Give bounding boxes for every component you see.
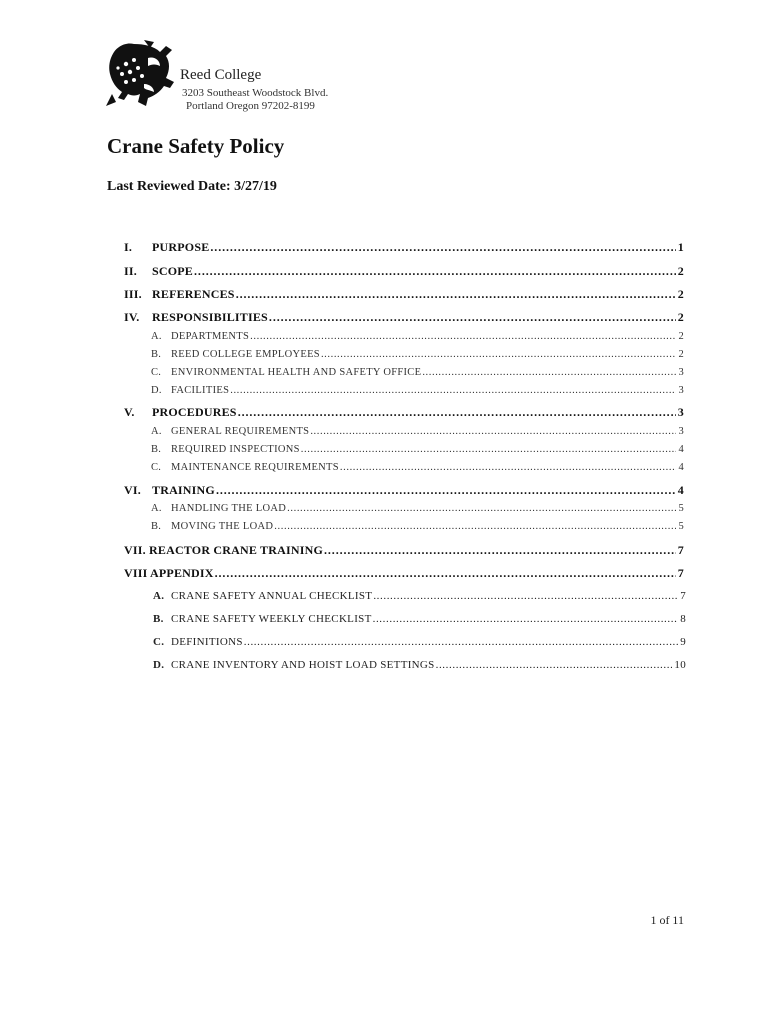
toc-entry-appendix[interactable] bbox=[124, 566, 684, 581]
toc-leader bbox=[321, 349, 677, 360]
toc-leader bbox=[373, 613, 679, 625]
toc-page: 3 bbox=[678, 367, 684, 378]
toc-label: REED COLLEGE EMPLOYEES bbox=[171, 349, 320, 360]
toc-page: 4 bbox=[678, 444, 684, 455]
toc-leader bbox=[236, 287, 676, 302]
toc-entry-departments[interactable] bbox=[151, 331, 684, 342]
toc-page: 4 bbox=[677, 483, 684, 497]
toc-label: REFERENCES bbox=[152, 287, 235, 301]
toc-number: C. bbox=[151, 462, 162, 473]
toc-label: MAINTENANCE REQUIREMENTS bbox=[171, 462, 339, 473]
griffin-logo-icon bbox=[104, 40, 176, 110]
toc-label: FACILITIES bbox=[171, 385, 230, 396]
toc-number: A. bbox=[151, 503, 162, 514]
toc-entry-general-requirements[interactable] bbox=[151, 426, 684, 437]
toc-entry-ehs-office[interactable] bbox=[151, 367, 684, 378]
toc-page: 5 bbox=[678, 503, 684, 514]
letterhead bbox=[104, 40, 504, 120]
toc-leader bbox=[194, 264, 676, 279]
toc-leader bbox=[216, 483, 676, 498]
toc-page: 7 bbox=[680, 590, 686, 602]
toc-label: REQUIRED INSPECTIONS bbox=[171, 444, 300, 455]
toc-leader bbox=[244, 636, 678, 648]
toc-entry-purpose[interactable] bbox=[124, 240, 684, 255]
toc-page: 5 bbox=[678, 521, 684, 532]
toc-leader bbox=[301, 444, 677, 455]
toc-page: 10 bbox=[674, 659, 686, 671]
toc-label: TRAINING bbox=[152, 483, 215, 497]
toc-label: RESPONSIBILITIES bbox=[152, 310, 268, 324]
toc-entry-annual-checklist[interactable] bbox=[153, 590, 686, 602]
toc-entry-facilities[interactable] bbox=[151, 385, 684, 396]
toc-number: VI. bbox=[124, 483, 141, 497]
toc-leader bbox=[215, 566, 676, 581]
toc-entry-moving-the-load[interactable] bbox=[151, 521, 684, 532]
toc-label: ENVIRONMENTAL HEALTH AND SAFETY OFFICE bbox=[171, 367, 422, 378]
address-line-2: Portland Oregon 97202-8199 bbox=[186, 100, 315, 112]
toc-number: B. bbox=[151, 444, 162, 455]
toc-entry-handling-the-load[interactable] bbox=[151, 503, 684, 514]
toc-label: CRANE INVENTORY AND HOIST LOAD SETTINGS bbox=[171, 659, 435, 671]
toc-page: 7 bbox=[677, 566, 684, 580]
toc-entry-procedures[interactable] bbox=[124, 405, 684, 420]
toc-label: VII. REACTOR CRANE TRAINING bbox=[124, 543, 323, 557]
last-reviewed-date: Last Reviewed Date: 3/27/19 bbox=[107, 179, 277, 194]
toc-label: PURPOSE bbox=[152, 240, 210, 254]
toc-entry-required-inspections[interactable] bbox=[151, 444, 684, 455]
toc-leader bbox=[287, 503, 676, 514]
toc-number: III. bbox=[124, 287, 142, 301]
toc-label: DEPARTMENTS bbox=[171, 331, 250, 342]
toc-number: A. bbox=[151, 331, 162, 342]
toc-leader bbox=[422, 367, 676, 378]
toc-page: 4 bbox=[678, 462, 684, 473]
toc-entry-employees[interactable] bbox=[151, 349, 684, 360]
toc-leader bbox=[310, 426, 676, 437]
toc-label: DEFINITIONS bbox=[171, 636, 243, 648]
toc-number: IV. bbox=[124, 310, 140, 324]
toc-number: C. bbox=[151, 367, 162, 378]
toc-page: 2 bbox=[678, 331, 684, 342]
document-title: Crane Safety Policy bbox=[107, 134, 285, 158]
toc-leader bbox=[274, 521, 676, 532]
toc-label: GENERAL REQUIREMENTS bbox=[171, 426, 310, 437]
toc-number: B. bbox=[151, 521, 162, 532]
toc-entry-responsibilities[interactable] bbox=[124, 310, 684, 325]
toc-page: 2 bbox=[678, 349, 684, 360]
toc-number: I. bbox=[124, 240, 133, 254]
toc-label: SCOPE bbox=[152, 264, 194, 278]
toc-page: 3 bbox=[678, 426, 684, 437]
toc-leader bbox=[238, 405, 676, 420]
toc-entry-definitions[interactable] bbox=[153, 636, 686, 648]
toc-page: 2 bbox=[677, 310, 684, 324]
toc-leader bbox=[340, 462, 677, 473]
toc-leader bbox=[210, 240, 675, 255]
toc-label: VIII APPENDIX bbox=[124, 566, 214, 580]
toc-label: CRANE SAFETY ANNUAL CHECKLIST bbox=[171, 590, 373, 602]
toc-page: 7 bbox=[677, 543, 684, 557]
toc-page: 2 bbox=[677, 264, 684, 278]
toc-leader bbox=[269, 310, 676, 325]
toc-page: 8 bbox=[680, 613, 686, 625]
address-line-1: 3203 Southeast Woodstock Blvd. bbox=[182, 87, 329, 99]
toc-entry-reactor-crane-training[interactable] bbox=[124, 543, 684, 558]
toc-page: 3 bbox=[677, 405, 684, 419]
toc-label: CRANE SAFETY WEEKLY CHECKLIST bbox=[171, 613, 372, 625]
toc-entry-training[interactable] bbox=[124, 483, 684, 498]
toc-entry-scope[interactable] bbox=[124, 264, 684, 279]
toc-leader bbox=[250, 331, 676, 342]
toc-number: A. bbox=[153, 590, 165, 602]
toc-label: MOVING THE LOAD bbox=[171, 521, 274, 532]
toc-number: A. bbox=[151, 426, 162, 437]
toc-leader bbox=[373, 590, 678, 602]
toc-page: 2 bbox=[677, 287, 684, 301]
page-indicator: 1 of 11 bbox=[650, 913, 684, 927]
toc-number: D. bbox=[153, 659, 165, 671]
toc-label: HANDLING THE LOAD bbox=[171, 503, 287, 514]
toc-page: 3 bbox=[678, 385, 684, 396]
org-name: Reed College bbox=[180, 67, 262, 83]
toc-number: C. bbox=[153, 636, 165, 648]
toc-entry-weekly-checklist[interactable] bbox=[153, 613, 686, 625]
toc-page: 9 bbox=[680, 636, 686, 648]
toc-number: B. bbox=[153, 613, 164, 625]
toc-number: V. bbox=[124, 405, 135, 419]
toc-number: B. bbox=[151, 349, 162, 360]
toc-leader bbox=[436, 659, 673, 671]
toc-label: PROCEDURES bbox=[152, 405, 237, 419]
toc-number: II. bbox=[124, 264, 137, 278]
toc-page: 1 bbox=[677, 240, 684, 254]
toc-number: D. bbox=[151, 385, 162, 396]
toc-leader bbox=[324, 543, 676, 558]
toc-entry-references[interactable] bbox=[124, 287, 684, 302]
toc-entry-crane-inventory[interactable] bbox=[153, 659, 686, 671]
toc-entry-maintenance-requirements[interactable] bbox=[151, 462, 684, 473]
toc-leader bbox=[230, 385, 676, 396]
